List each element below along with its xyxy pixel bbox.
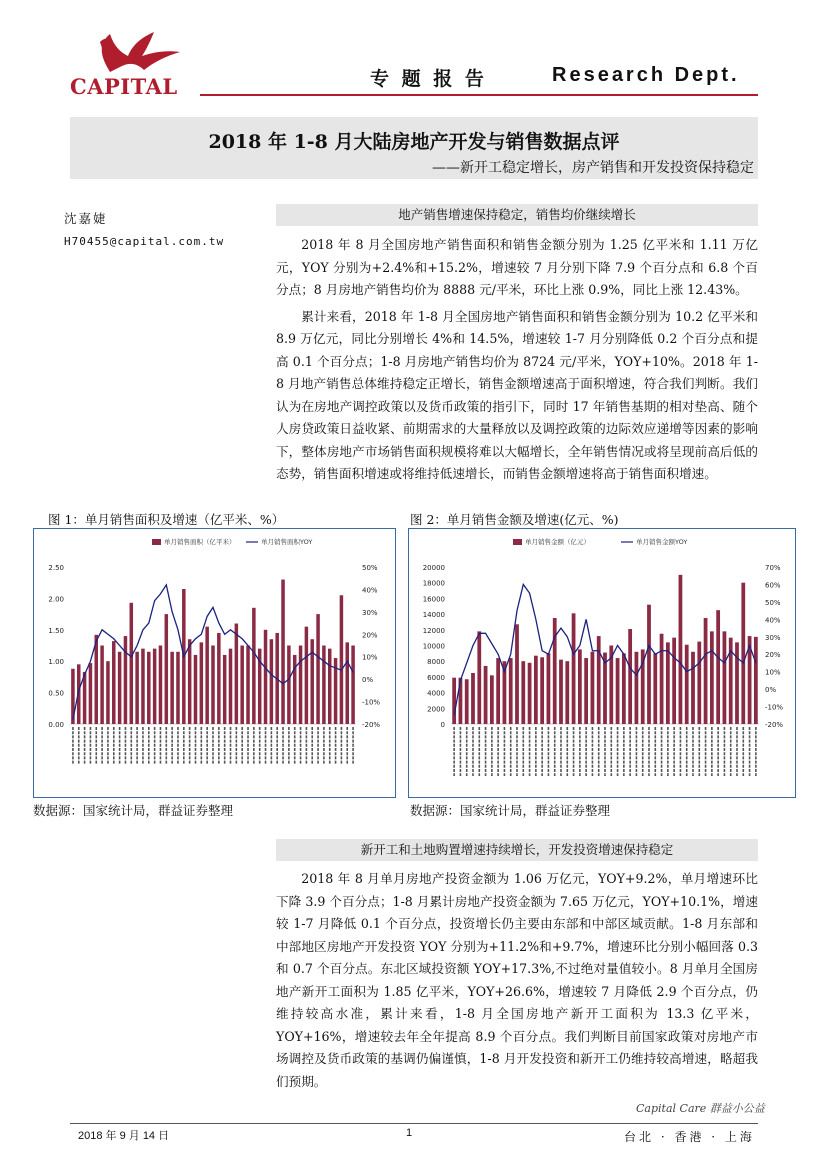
y-right-tick-label: 50% [362,564,378,572]
bar [685,645,689,724]
legend-line-label: 单月销售金额YOY [636,538,688,546]
bar [578,649,582,724]
y-right-tick-label: 10% [362,653,378,662]
bar [130,603,134,724]
chart2-frame [408,528,796,798]
bar [647,605,651,724]
bar [95,635,99,724]
bar [584,658,588,724]
bar [118,652,122,724]
bar [635,652,639,724]
bar [252,608,256,724]
footer-cities: 台北 · 香港 · 上海 [624,1130,755,1144]
bar [345,642,349,724]
bar [484,666,488,724]
bar [704,618,708,724]
dept-label: Research Dept. [552,64,740,86]
bar [270,639,274,724]
y-left-tick-label: 20000 [422,564,445,572]
bar [547,653,551,724]
bar [305,627,309,724]
bar [559,660,563,724]
bar [165,614,169,724]
y-right-tick-label: 30% [765,633,781,642]
y-right-tick-label: 50% [765,598,781,607]
y-right-tick-label: 0% [765,686,777,695]
chart1 [34,529,395,797]
bar [528,663,532,724]
bar [229,649,233,724]
bar [106,661,110,724]
bar [299,646,303,725]
bar [200,642,204,724]
bar [351,646,355,725]
bar [89,663,93,724]
footer-date: 2018 年 9 月 14 日 [78,1130,170,1142]
y-left-tick-label: 0.00 [48,721,64,729]
y-left-tick-label: 1.50 [48,626,64,635]
bar [194,655,198,724]
bar [281,580,285,724]
bar [534,656,538,724]
y-left-tick-label: 2000 [427,705,445,714]
bar [159,646,163,725]
legend-bar-label: 单月销售金额（亿元） [525,538,590,546]
bar [477,631,481,724]
bar [322,646,326,725]
footer-rule [70,1123,758,1124]
bar [710,631,714,724]
bar [741,583,745,724]
y-right-tick-label: 70% [765,564,781,572]
bar [597,636,601,724]
bar [293,655,297,724]
y-right-tick-label: 40% [362,586,378,595]
y-right-tick-label: -10% [362,698,381,707]
legend-bar-swatch [152,539,161,545]
figure1-source: 数据源：国家统计局，群益证券整理 [33,803,234,818]
figure2-source: 数据源：国家统计局，群益证券整理 [410,803,611,818]
bar [240,646,244,725]
bar [591,652,595,724]
y-right-tick-label: 60% [765,581,781,590]
author-name: 沈嘉婕 [64,211,108,226]
bar [316,614,320,724]
bar [540,657,544,724]
bar [217,633,221,724]
section1-body [276,234,758,486]
bar [176,652,180,724]
bar [622,653,626,724]
y-right-tick-label: 40% [765,616,781,625]
chart1-frame [33,528,396,798]
y-right-tick-label: -20% [362,721,381,729]
y-left-tick-label: 0 [440,721,445,729]
section1-paragraph: 2018 年 8 月全国房地产销售面积和销售金额分别为 1.25 亿平米和 1.11 万亿元，YOY 分别为+2.4%和+15.2%，增速较 7 月分别下降 7.9 个百分点和 6.8 个百分点；8 月房地产销售均价为 8888 元/平米，环比上涨 0.9%，同比上涨 12.43%。 [276,237,758,297]
y-left-tick-label: 2.00 [48,595,64,604]
section2-paragraph: 2018 年 8 月单月房地产投资金额为 1.06 万亿元，YOY+9.2%，单月增速环比下降 3.9 个百分点；1-8 月累计房地产投资金额为 7.65 万亿元，YOY+10.1%，增速较 1-7 月降低 0.1 个百分点，投资增长仍主要由东部和中部区域贡献。1-8 月东部和中部地区房地产开发投资 YOY 分别为+11.2%和+9.7%，增速环比分别小幅回落 0.3 和 0.7 个百分点。东北区域投资额 YOY+17.3%,不过绝对量值较小。8 月单月全国房地产新开工面积为 1.85 亿平米，YOY+26.6%，增速较 7 月降低 2.9 个百分点，仍维持较高水准，累计来看，1-8 月全国房地产新开工面积为 13.3 亿平米，YOY+16%，增速较去年全年提高 8.9 个百分点。我们判断目前国家政策对房地产市场调控及货币政策的基调仍偏谨慎，1-8 月开发投资和新开工仍维持较高增速，略超我们预期。 [276,871,758,1089]
bar [246,646,250,725]
title-block [70,117,758,179]
y-left-tick-label: 2.50 [48,564,64,572]
figure2-title: 图 2：单月销售金额及增速(亿元、%) [410,512,619,527]
bar [211,646,215,725]
y-right-tick-label: -20% [765,721,784,729]
y-left-tick-label: 6000 [427,673,445,682]
bar [124,636,128,724]
y-left-tick-label: 16000 [422,595,445,604]
bar [666,642,670,724]
bar [515,624,519,724]
legend-bar-swatch [513,539,522,545]
logo-text: CAPITAL [70,74,178,99]
y-right-tick-label: 20% [765,651,781,660]
y-left-tick-label: 4000 [427,689,445,698]
bar [496,658,500,724]
bar [235,624,239,724]
page-number: 1 [406,1127,413,1139]
legend-bar-label: 单月销售面积（亿平米） [164,538,236,546]
legend-line-label: 单月销售面积YOY [261,538,313,546]
figure1-title: 图 1：单月销售面积及增速（亿平米、%） [48,512,285,527]
bar [205,627,209,724]
section1-heading: 地产销售增速保持稳定，销售均价继续增长 [276,204,758,226]
bar [691,652,695,724]
bar [716,610,720,724]
header-rule [200,94,758,96]
y-right-tick-label: 10% [765,668,781,677]
logo [70,26,200,98]
y-left-tick-label: 8000 [427,658,445,667]
bar [572,613,576,724]
bar [141,649,145,724]
bar [328,649,332,724]
bar [697,642,701,724]
bar [135,652,139,724]
bar [287,646,291,725]
bar [628,629,632,724]
bar [723,631,727,724]
report-title: 2018 年 1-8 月大陆房地产开发与销售数据点评 [208,131,620,153]
bar [170,652,174,724]
bar [490,675,494,724]
y-right-tick-label: 0% [362,676,374,685]
section1-paragraph: 累计来看，2018 年 1-8 月全国房地产销售面积和销售金额分别为 10.2 亿平米和 8.9 万亿元，同比分别增长 4%和 14.5%，增速较 1-7 月分别降低 0.2 个百分点和提高 0.1 个百分点；1-8 月房地产销售均价为 8724 元/平米，YOY+10%。2018 年 1-8 月地产销售总体维持稳定正增长，销售金额增速高于面积增速，符合我们判断。我们认为在房地产调控政策以及货币政策的指引下，同时 17 年销售基期的相对垫高、随个人房贷政策日益收紧、前期需求的大量释放以及调控政策的边际效应递增等因素的影响下，整体房地产市场销售面积规模将难以大幅增长，全年销售情况或将呈现前高后低的态势，销售面积增速或将维持低速增长，而销售金额增速将高于销售面积增速。 [276,308,758,481]
bar [340,595,344,724]
report-subtitle: ——新开工稳定增长，房产销售和开发投资保持稳定 [432,160,754,176]
y-left-tick-label: 14000 [422,611,445,620]
bar [672,638,676,724]
section2-heading: 新开工和土地购置增速持续增长，开发投资增速保持稳定 [276,839,758,861]
bar [188,639,192,724]
y-left-tick-label: 1.00 [48,658,64,667]
y-left-tick-label: 18000 [422,579,445,588]
eagle-logo-icon [70,26,200,76]
bar [100,646,104,725]
bar [735,642,739,724]
y-right-tick-label: -10% [765,703,784,712]
y-right-tick-label: 20% [362,631,378,640]
y-left-tick-label: 0.50 [48,689,64,698]
bar [509,658,513,724]
bar [147,652,151,724]
bar [679,575,683,724]
bar [452,678,456,724]
bar [565,661,569,724]
bar [264,630,268,724]
chart2 [409,529,795,797]
bar [660,634,664,724]
bar [521,661,525,724]
y-right-tick-label: 30% [362,608,378,617]
bar [465,679,469,724]
y-left-tick-label: 12000 [422,626,445,635]
bar [153,649,157,724]
bar [471,673,475,724]
author-email[interactable]: H70455@capital.com.tw [64,235,225,248]
report-type: 专 题 报 告 [370,68,487,90]
bar [653,653,657,724]
bar [112,641,116,724]
bar [754,637,758,724]
bar [616,658,620,724]
y-left-tick-label: 10000 [422,642,445,651]
section2-body [276,868,758,1093]
bar [223,655,227,724]
footer-brand: Capital Care 群益小公益 [636,1102,765,1115]
